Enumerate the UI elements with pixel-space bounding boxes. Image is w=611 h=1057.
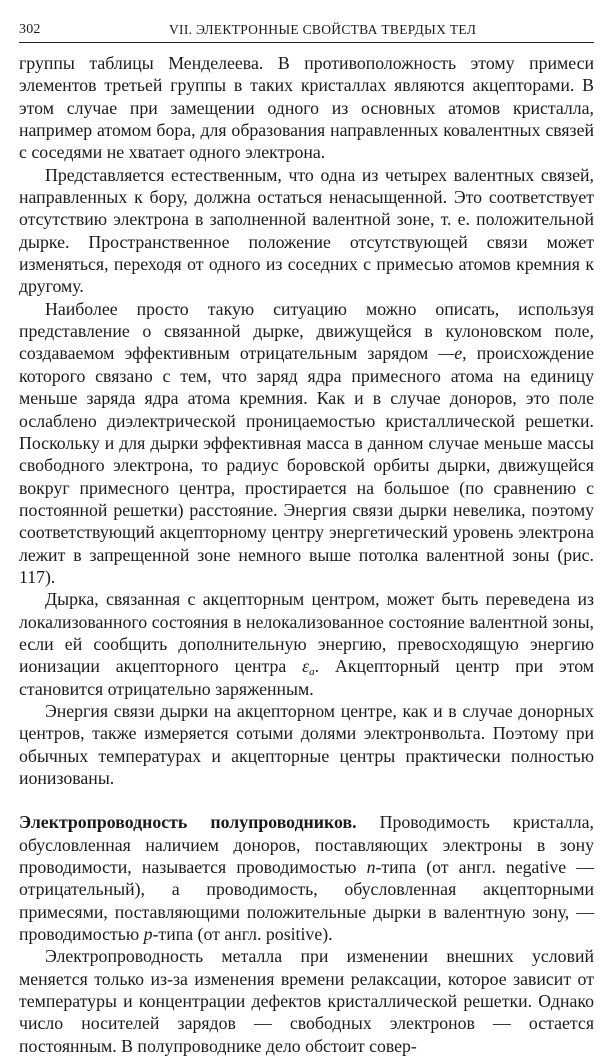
paragraph-1: группы таблицы Менделеева. В противоположность этому примеси элементов третьей группы в таких кристаллах являются акцепторами. В этом случае при замещении одного из основных атомов кристалла, например атомом бора, для образования направленных ковалентных связей с соседями не хватает одного электрона. [19, 53, 594, 163]
paragraph-4-text-a: Дырка, связанная с акцепторным центром, может быть переведена из локализованного состояния в нелокализованное состояние валентной зоны, если ей сообщить дополнительную энергию, превосходящую энергию ионизации акцепторного центра [19, 589, 594, 677]
section-paragraph-2: Электропроводность металла при изменении внешних условий меняется только из-за изменения времени релаксации, которое зависит от температуры и концентрации дефектов кристаллической решетки. Однако число носителей зарядов — свободных электронов — остается постоянным. В полупроводнике дело обстоит совер- [19, 946, 594, 1056]
paragraph-3-text-a: Наиболее просто такую ситуацию можно описать, используя представление о связанной дырке, движущейся в кулоновском поле, создаваемом эффективным отрицательным зарядом [19, 298, 594, 364]
paragraph-4 [19, 588, 594, 700]
paragraph-5: Энергия связи дырки на акцепторном центре, как и в случае донорных центров, также измеряется сотыми долями электронвольта. Поэтому при обычных температурах и акцепторные центры практически полностью ионизованы. [19, 700, 594, 788]
page-header [19, 18, 594, 44]
p-type-symbol: p [143, 924, 153, 945]
charge-symbol: —e [438, 343, 463, 364]
n-type-symbol: n [366, 857, 376, 878]
ionization-energy-symbol: $\varepsilon_a$ [302, 656, 315, 679]
paragraph-4-text-b: . Акцепторный центр при этом становится отрицательно заряженным. [19, 656, 594, 699]
section-title: Электропроводность полупроводников. [19, 812, 357, 833]
section-text-1: Проводимость кристалла, обусловленная наличием доноров, поставляющих электроны в зону проводимости, называется проводимостью [19, 812, 594, 878]
paragraph-2: Представляется естественным, что одна из четырех валентных связей, направленных к бору, должна остаться ненасыщенной. Это соответствует отсутствию электрона в заполненной валентной зоне, т. е. положительной дырке. Пространственное положение отсутствующей связи может изменяться, переходя от одного из соседних с примесью атомов кремния к другому. [19, 164, 594, 297]
page-body [19, 52, 594, 1057]
section-paragraph [19, 811, 594, 945]
running-head: VII. ЭЛЕКТРОННЫЕ СВОЙСТВА ТВЕРДЫХ ТЕЛ [169, 22, 477, 37]
section-text-2: -типа (от англ. negative — отрицательный), а проводимость, обусловленная акцепторными примесями, поставляющими положительные дырки в валентную зону, — проводимостью [19, 857, 594, 945]
paragraph-3: Наиболее просто такую ситуацию можно описать, используя представление о связанной дырке, движущейся в кулоновском поле, создаваемом эффективным отрицательным зарядом —e, происхождение которого связано с тем, что заряд ядра примесного атома на единицу меньше заряда ядра атома кремния. Как и в случае доноров, это поле ослаблено диэлектрической проницаемостью кристаллической решетки. Поскольку и для дырки эффективная масса в данном случае меньше массы свободного электрона, то радиус боровской орбиты дырки, движущейся вокруг примесного центра, простирается на большое (по сравнению с постоянной решетки) расстояние. Энергия связи дырки невелика, поэтому соответствующий акцепторному центру энергетический уровень электрона лежит в запрещенной зоне немного выше потолка валентной зоны (рис. 117). [19, 298, 594, 587]
header-rule [19, 42, 594, 43]
section-text-3: -типа (от англ. positive). [152, 924, 333, 945]
paragraph-3-text-b: происхождение которого связано с тем, что заряд ядра примесного атома на единицу меньше заряда ядра атома кремния. Как и в случае доноров, это поле ослаблено диэлектрической проницаемостью кристаллической решетки. Поскольку и для дырки эффективная масса в данном случае меньше массы свободного электрона, то радиус боровской орбиты дырки, движущейся вокруг примесного центра, простирается на большое (по сравнению с постоянной решетки) расстояние. Энергия связи дырки невелика, поэтому соответствующий акцепторному центру энергетический уровень электрона лежит в запрещенной зоне немного выше потолка валентной зоны (рис. 117). [19, 343, 594, 587]
page-number: 302 [19, 22, 41, 37]
